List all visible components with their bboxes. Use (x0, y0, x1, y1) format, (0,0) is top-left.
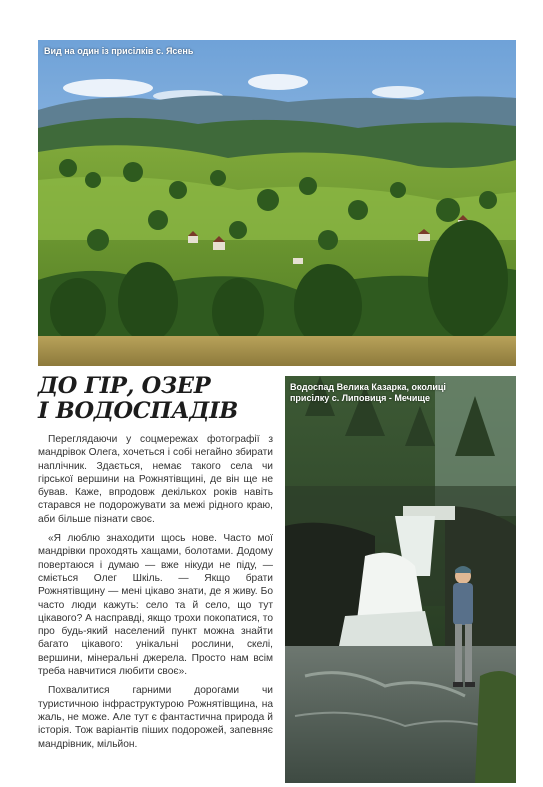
paragraph-3: Похвалитися гарними дорогами чи туристичною інфраструктурою Рожнятівщина, на жаль, не може. Але тут є фантастична природа й історія. Тож варіантів піших подорожей, запевняє мандрівник, мільйон. (38, 685, 273, 750)
waterfall-photo (285, 376, 516, 783)
article-headline (38, 374, 278, 424)
headline-line-2: І ВОДОСПАДІВ (38, 398, 239, 424)
photo-caption-right: Водоспад Велика Казарка, околиці присілку с. Липовиця - Мечище (290, 382, 446, 403)
headline-line-1: ДО ГІР, ОЗЕР (38, 373, 211, 399)
landscape-photo (38, 40, 516, 366)
paragraph-2: «Я люблю знаходити щось нове. Часто мої мандрівки проходять хащами, болотами. Додому повертаюся і думаю — вже нікуди не піду, — сміється Олег Шкіль. — Якщо брати Рожнятівщину — мені цікаво знати, де я живу. Бо часто люди кажуть: село та й село, що тут цікавого? А насправді, якщо трохи покопатися, то про будь-який населений пункт можна знайти багато цікавого: унікальні рослини, скелі, вершини, мінеральні джерела. Просто нам всім треба навчитися любити своє». (38, 533, 273, 678)
mountain-village-illustration (38, 40, 516, 366)
paragraph-1: Переглядаючи у соцмережах фотографії з мандрівок Олега, хочеться і собі негайно збирати наплічник. Здається, немає такого села чи гірської вершини на Рожнятівщині, де він ще не бував. Каже, впродовж декількох років навіть старався не подорожувати за межі рідного краю, аби більше пізнати своє. (38, 434, 273, 525)
waterfall-illustration (285, 376, 516, 783)
article-body (38, 433, 273, 757)
photo-caption-top: Вид на один із присілків с. Ясень (44, 46, 194, 56)
